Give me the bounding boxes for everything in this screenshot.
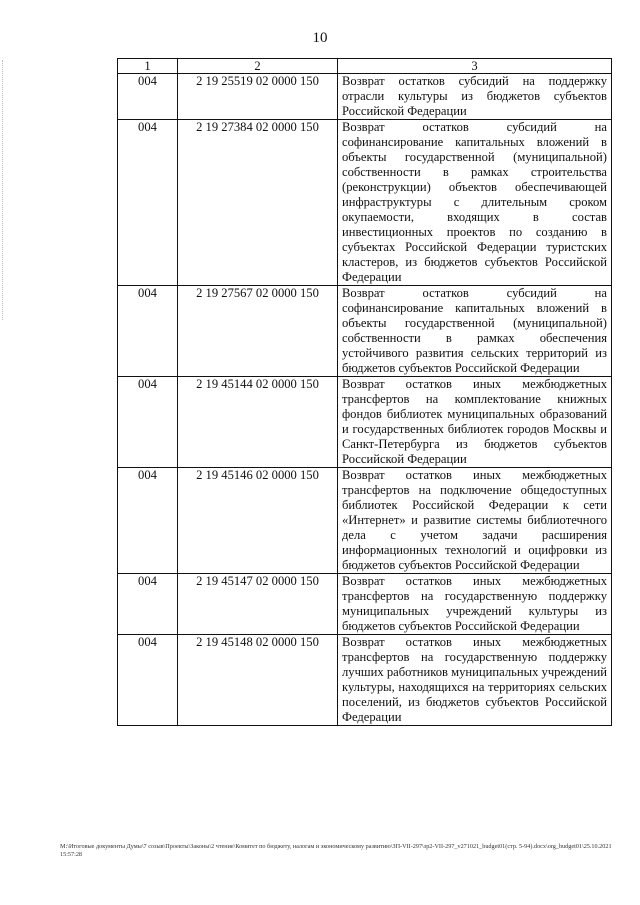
table-row <box>118 120 612 286</box>
page-number: 10 <box>312 30 328 46</box>
income-description-cell: Возврат остатков иных межбюджетных трансфертов на государственную поддержку лучших работников муниципальных учреждений культуры, находящихся на территориях сельских поселений, из бюджетов субъектов Российской Федерации <box>338 635 612 726</box>
income-description-cell: Возврат остатков субсидий на софинансирование капитальных вложений в объекты государственной (муниципальной) собственности в рамках строительства (реконструкции) объектов обеспечивающей инфраструктуры с длительным сроком окупаемости, входящих в состав инвестиционных проектов по созданию в субъектах Российской Федерации туристских кластеров, из бюджетов субъектов Российской Федерации <box>338 120 612 286</box>
admin-code-cell: 004 <box>118 468 178 574</box>
table-row <box>118 468 612 574</box>
column-header-2: 2 <box>178 59 338 74</box>
column-header-1: 1 <box>118 59 178 74</box>
table-row <box>118 377 612 468</box>
income-description-cell: Возврат остатков субсидий на поддержку отрасли культуры из бюджетов субъектов Российской Федерации <box>338 74 612 120</box>
column-header-3: 3 <box>338 59 612 74</box>
budget-classification-code-cell: 2 19 45144 02 0000 150 <box>178 377 338 468</box>
income-description-cell: Возврат остатков субсидий на софинансирование капитальных вложений в объекты государственной (муниципальной) собственности в рамках обеспечения устойчивого развития сельских территорий из бюджетов субъектов Российской Федерации <box>338 286 612 377</box>
admin-code-cell: 004 <box>118 574 178 635</box>
table-row <box>118 635 612 726</box>
budget-classification-code-cell: 2 19 25519 02 0000 150 <box>178 74 338 120</box>
admin-code-cell: 004 <box>118 74 178 120</box>
document-path-footer: M:\Итоговые документы Думы\7 созыв\Проекты\Законы\2 чтение\Комитет по бюджету, налогам и экономическому развитию\ЗП-VII-297\зр2-VII-297_v271021_budget01(стр. 5-94).docx\org_budget01\25.10.2021 15:57:28 <box>60 843 612 858</box>
budget-classification-code-cell: 2 19 45146 02 0000 150 <box>178 468 338 574</box>
income-description-cell: Возврат остатков иных межбюджетных трансфертов на комплектование книжных фондов библиотек муниципальных образований и государственных библиотек городов Москвы и Санкт-Петербурга из бюджетов субъектов Российской Федерации <box>338 377 612 468</box>
budget-classification-code-cell: 2 19 45147 02 0000 150 <box>178 574 338 635</box>
table-row <box>118 74 612 120</box>
admin-code-cell: 004 <box>118 377 178 468</box>
admin-code-cell: 004 <box>118 120 178 286</box>
admin-code-cell: 004 <box>118 635 178 726</box>
budget-classification-code-cell: 2 19 45148 02 0000 150 <box>178 635 338 726</box>
income-description-cell: Возврат остатков иных межбюджетных трансфертов на государственную поддержку муниципальных учреждений культуры из бюджетов субъектов Российской Федерации <box>338 574 612 635</box>
budget-classification-code-cell: 2 19 27567 02 0000 150 <box>178 286 338 377</box>
table-row <box>118 574 612 635</box>
table-row <box>118 286 612 377</box>
budget-classification-code-cell: 2 19 27384 02 0000 150 <box>178 120 338 286</box>
table-header-row <box>118 59 612 74</box>
scan-margin-mark <box>2 60 4 320</box>
admin-code-cell: 004 <box>118 286 178 377</box>
budget-codes-table <box>117 58 612 726</box>
income-description-cell: Возврат остатков иных межбюджетных трансфертов на подключение общедоступных библиотек Российской Федерации к сети «Интернет» и развитие системы библиотечного дела с учетом задачи расширения информационных технологий и оцифровки из бюджетов субъектов Российской Федерации <box>338 468 612 574</box>
